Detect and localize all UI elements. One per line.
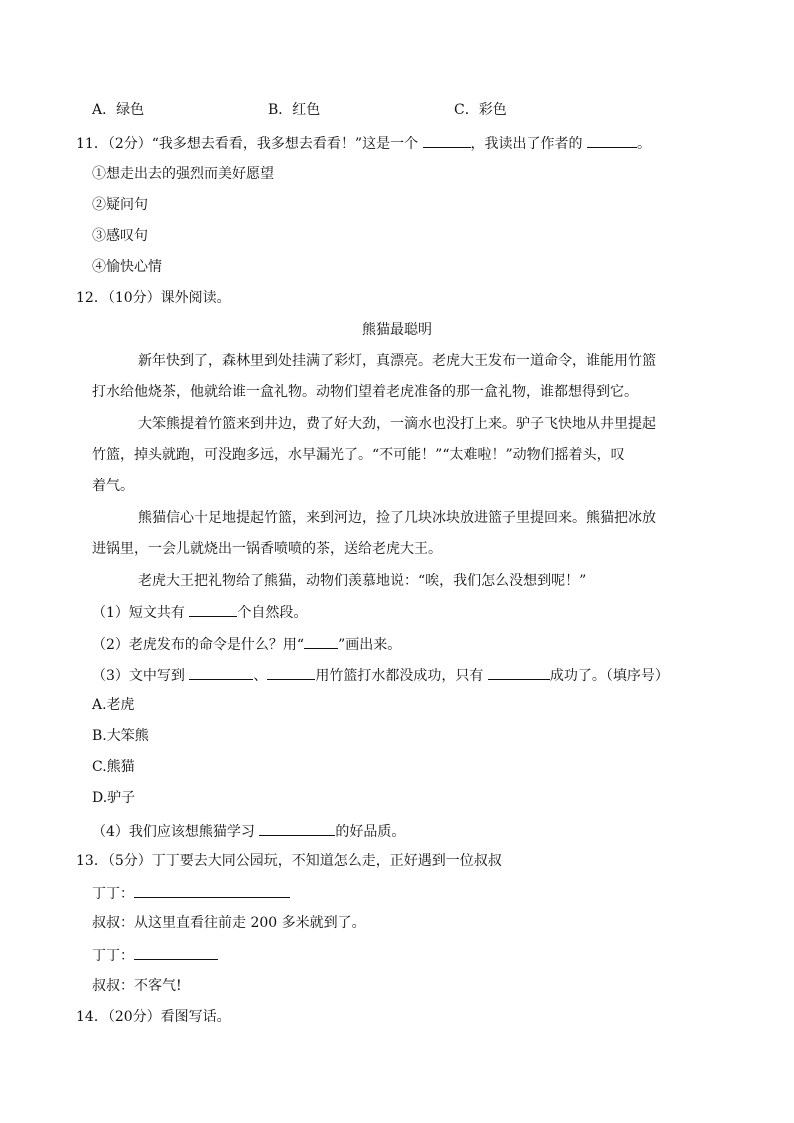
q11-stem-line	[76, 133, 651, 153]
q14-stem-line	[76, 1008, 231, 1026]
passage-para4: 老虎大王把礼物给了熊猫，动物们羡慕地说：“唉，我们怎么没想到呢！”	[138, 573, 587, 589]
q12-choice-c: C.熊猫	[92, 759, 135, 775]
q11-number: 11．	[76, 136, 108, 152]
passage-para3-line1: 熊猫信心十足地提起竹篮，来到河边，捡了几块冰块放进篮子里提回来。熊猫把冰放	[138, 510, 656, 526]
q12-number: 12．	[76, 290, 108, 306]
q12-sub3-blank-3[interactable]	[488, 665, 550, 680]
q13-stem: 丁丁要去大同公园玩，不知道怎么走，正好遇到一位叔叔	[151, 853, 502, 869]
q12-sub1-b: 个自然段。	[237, 605, 308, 621]
passage-para2-line1: 大笨熊提着竹篮来到井边，费了好大劲，一滴水也没打上来。驴子飞快地从井里提起	[138, 416, 656, 432]
q12-sub3-b: 、	[253, 668, 268, 684]
q12-score: （10分）	[107, 290, 161, 306]
q10-option-b: B．红色	[268, 102, 321, 118]
q12-sub4	[92, 821, 405, 841]
q11-score: （2分）	[107, 136, 152, 152]
q12-sub2-b: ”画出来。	[338, 637, 402, 653]
q14-score: （20分）	[107, 1009, 161, 1025]
q12-sub3-c: 用竹篮打水都没成功，只有	[315, 668, 484, 684]
q12-sub3-blank-1[interactable]	[189, 665, 253, 680]
q11-stem-b: ，我读出了作者的	[470, 136, 583, 152]
q13-stem-line	[76, 852, 502, 870]
q13-score: （5分）	[107, 853, 152, 869]
q11-option-1: ①想走出去的强烈而美好愿望	[92, 166, 274, 182]
q13-dialog-4: 叔叔：不客气!	[92, 978, 182, 994]
q12-sub3-a: （3）文中写到	[92, 668, 185, 684]
q12-sub2-a: （2）老虎发布的命令是什么？用“	[92, 637, 305, 653]
q13-d1-label: 丁丁：	[92, 886, 134, 902]
q12-sub3	[92, 665, 669, 685]
q11-blank-1[interactable]	[423, 133, 471, 148]
q10-option-c: C．彩色	[454, 102, 507, 118]
q12-sub4-b: 的好品质。	[335, 824, 406, 840]
q11-stem-a: “我多想去看看，我多想去看看！”这是一个	[151, 136, 419, 152]
q12-sub3-blank-2[interactable]	[267, 665, 315, 680]
q13-d1-blank[interactable]	[134, 883, 290, 898]
q12-sub1-a: （1）短文共有	[92, 605, 185, 621]
q14-stem: 看图写话。	[160, 1009, 231, 1025]
q12-sub2	[92, 634, 401, 654]
q11-option-2: ②疑问句	[92, 197, 148, 213]
q14-number: 14．	[76, 1009, 108, 1025]
passage-para2-line2: 竹篮，掉头就跑，可没跑多远，水早漏光了。“不可能！”“太难啦！”动物们摇着头，叹	[92, 447, 625, 463]
q13-dialog-2: 叔叔：从这里直看往前走 200 多米就到了。	[92, 915, 366, 931]
passage-para1-line1: 新年快到了，森林里到处挂满了彩灯，真漂亮。老虎大王发布一道命令，谁能用竹篮	[138, 353, 656, 369]
q12-sub3-d: 成功了。（填序号）	[549, 668, 669, 684]
passage-para2-line3: 着气。	[92, 478, 134, 494]
passage-para1-line2: 打水给他烧茶，他就给谁一盒礼物。动物们望着老虎准备的那一盒礼物，谁都想得到它。	[92, 384, 638, 400]
passage-title: 熊猫最聪明	[362, 322, 432, 338]
q11-stem-c: 。	[636, 136, 651, 152]
q12-choice-b: B.大笨熊	[92, 728, 149, 744]
q11-option-3: ③感叹句	[92, 228, 148, 244]
q12-stem: 课外阅读。	[160, 290, 231, 306]
q13-dialog-3	[92, 945, 218, 965]
q12-stem-line	[76, 289, 231, 307]
q13-d3-blank[interactable]	[134, 945, 218, 960]
q13-d3-label: 丁丁：	[92, 948, 134, 964]
q12-sub2-underline-mark	[304, 634, 338, 649]
q10-option-a: A．绿色	[92, 102, 145, 118]
passage-para3-line2: 进锅里，一会儿就烧出一锅香喷喷的茶，送给老虎大王。	[92, 541, 442, 557]
q12-choice-a: A.老虎	[92, 697, 135, 713]
q12-sub4-a: （4）我们应该想熊猫学习	[92, 824, 255, 840]
q12-sub4-blank[interactable]	[259, 821, 335, 836]
q12-choice-d: D.驴子	[92, 790, 136, 806]
q11-blank-2[interactable]	[587, 133, 637, 148]
q13-dialog-1	[92, 883, 290, 903]
q12-sub1	[92, 602, 307, 622]
q13-number: 13．	[76, 853, 108, 869]
q11-option-4: ④愉快心情	[92, 259, 162, 275]
q12-sub1-blank[interactable]	[189, 602, 237, 617]
